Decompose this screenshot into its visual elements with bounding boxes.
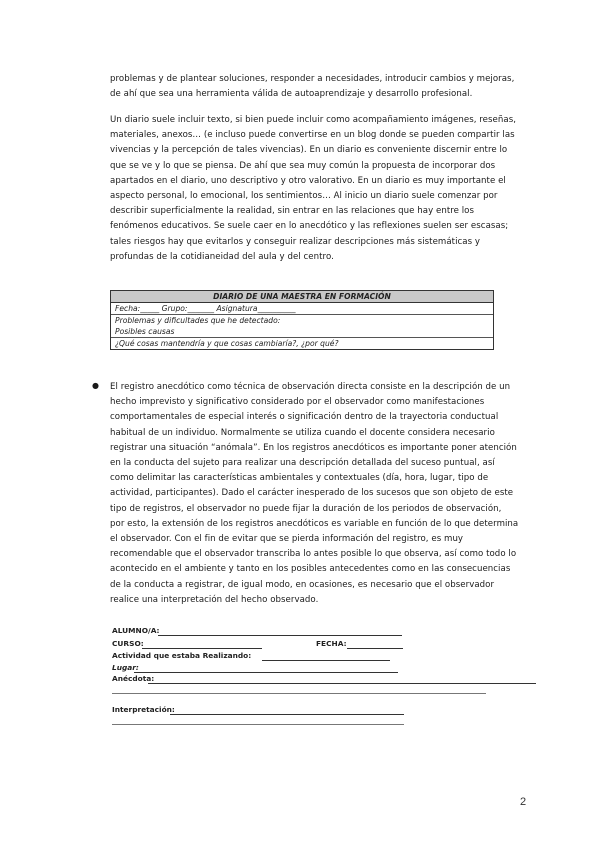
text-line: como delimitar las características ambientales y contextuales (día, hora, lugar, tipo de [110, 473, 489, 484]
form-line-lugar [134, 672, 398, 673]
text-line: el observador. Con el fin de evitar que se pierda información del registro, es muy [110, 534, 464, 545]
paragraph-anecdotal-record [110, 380, 530, 608]
text-line: de la conducta a registrar, de igual modo, en ocasiones, es necesario que el observador [110, 579, 495, 590]
text-line: problemas y de plantear soluciones, responder a necesidades, introducir cambios y mejoras, [110, 74, 515, 84]
form-line-interpretacion-2 [112, 724, 404, 725]
text-line: realice una interpretación del hecho observado. [110, 594, 319, 605]
text-line: tales riesgos hay que evitarlos y conseguir realizar descripciones más sistemáticas y [110, 236, 481, 247]
form-line-curso [142, 648, 262, 649]
text-line: comportamentales de especial interés o significación dentro de la trayectoria conductual [110, 412, 499, 423]
paragraph-diary-description [110, 113, 530, 265]
text-line: por esto, la extensión de los registros anecdóticos es variable en función de lo que determina [110, 518, 519, 529]
text-line: actividad, participantes). Dado el carácter inesperado de los sucesos que son objeto de este [110, 488, 514, 499]
form-label-interpretacion: Interpretación: [112, 705, 175, 714]
bullet-icon: ● [92, 381, 99, 390]
text-line: materiales, anexos… (e incluso puede convertirse en un blog donde se pueden compartir las [110, 130, 515, 141]
diary-template-table [110, 290, 494, 350]
form-label-fecha: FECHA: [316, 639, 347, 648]
text-line: El registro anecdótico como técnica de observación directa consiste en la descripción de un [110, 382, 511, 392]
form-label-anecdota: Anécdota: [112, 674, 155, 683]
text-line: describir superficialmente la realidad, sin entrar en las relaciones que hay entre los [110, 206, 475, 217]
paragraph-diary-intro-end [110, 72, 530, 102]
diary-row-problems: Problemas y dificultades que he detectado: [115, 316, 281, 325]
text-line: Un diario suele incluir texto, si bien puede incluir como acompañamiento imágenes, reseñas, [110, 115, 517, 125]
diary-table-title: DIARIO DE UNA MAESTRA EN FORMACIÓN [111, 291, 493, 303]
form-line-actividad [262, 660, 390, 661]
text-line: fenómenos educativos. Se suele caer en lo anecdótico y las reflexiones suelen ser escasas; [110, 221, 509, 232]
form-label-lugar: Lugar: [112, 663, 139, 672]
text-line: vivencias y la percepción de tales vivencias). En un diario es conveniente discernir entre lo [110, 145, 508, 156]
diary-row-date-group-subject: Fecha:_____ Grupo:_______ Asignatura__________ [111, 303, 493, 315]
form-line-anecdota-1 [148, 683, 536, 684]
text-line: acontecido en el ambiente y tanto en los posibles antecedentes como en las consecuencias [110, 564, 511, 575]
text-line: aspecto personal, lo emocional, los sentimientos… Al inicio un diario suele comenzar por [110, 191, 498, 202]
text-line: en la conducta del sujeto para realizar una descripción detallada del suceso puntual, así [110, 458, 495, 469]
text-line: hecho imprevisto y significativo considerado por el observador como manifestaciones [110, 397, 485, 408]
form-line-alumno [158, 635, 402, 636]
text-line: registrar una situación “anómala”. En los registros anecdóticos es importante poner atención [110, 442, 517, 453]
form-line-fecha [347, 648, 403, 649]
page-number: 2 [520, 796, 527, 808]
form-label-curso: CURSO: [112, 639, 144, 648]
text-line: de ahí que sea una herramienta válida de autoaprendizaje y desarrollo profesional. [110, 89, 473, 100]
text-line: habitual de un individuo. Normalmente se utiliza cuando el docente considera necesario [110, 427, 495, 438]
diary-row-causes: Posibles causas [111, 326, 493, 338]
form-line-interpretacion-1 [170, 714, 404, 715]
text-line: recomendable que el observador transcriba lo antes posible lo que observa, así como todo lo [110, 549, 517, 560]
text-line: profundas de la cotidianeidad del aula y del centro. [110, 251, 334, 262]
diary-row-changes: ¿Qué cosas mantendría y que cosas cambiaría?, ¿por qué? [115, 339, 339, 348]
text-line: apartados en el diario, uno descriptivo y otro valorativo. En un diario es muy importante el [110, 175, 506, 186]
text-line: que se ve y lo que se piensa. De ahí que sea muy común la propuesta de incorporar dos [110, 160, 496, 171]
text-line: tipo de registros, el observador no puede fijar la duración de los periodos de observación, [110, 503, 502, 514]
form-label-alumno: ALUMNO/A: [112, 626, 160, 635]
form-line-anecdota-2 [112, 693, 486, 694]
form-label-actividad: Actividad que estaba Realizando: [112, 651, 252, 660]
